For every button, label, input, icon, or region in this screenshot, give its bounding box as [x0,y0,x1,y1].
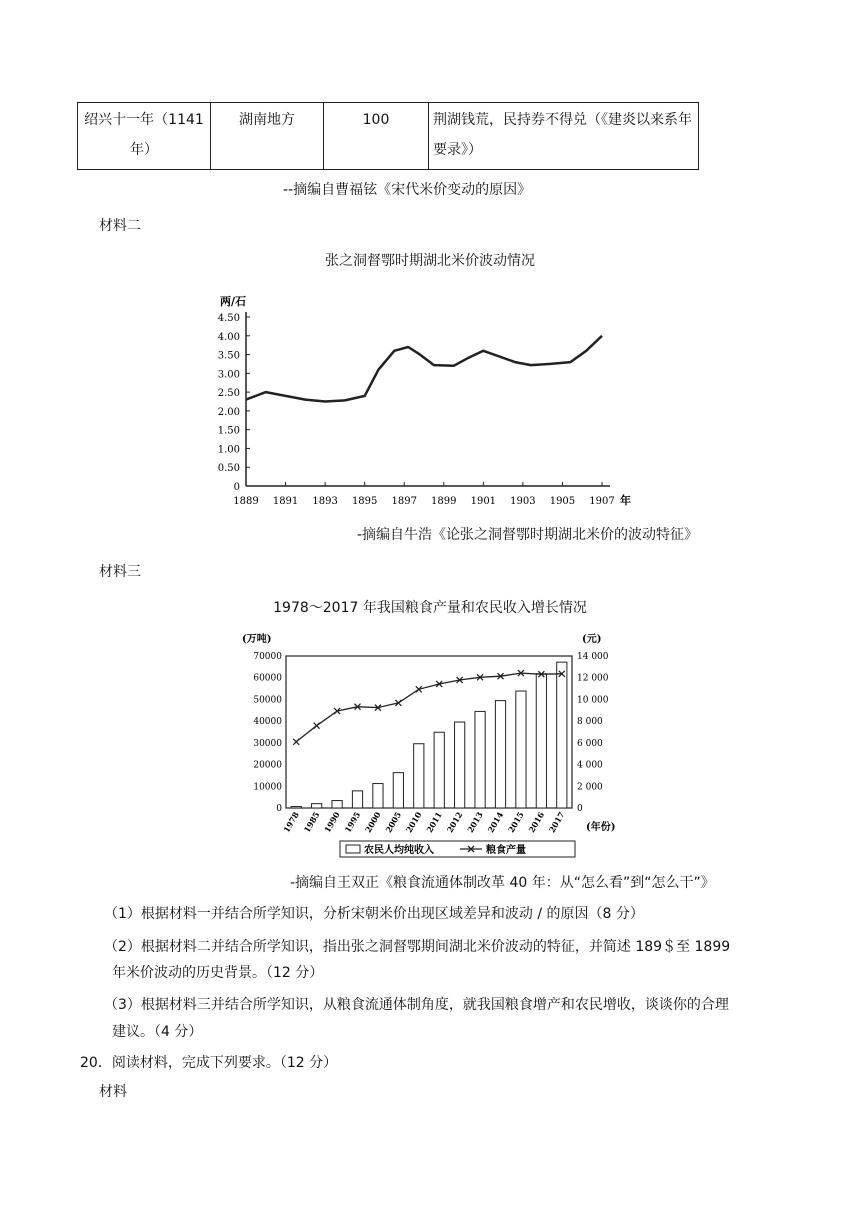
right-tick-label: 4 000 [577,760,603,771]
table-row [78,103,699,170]
income-bar [332,801,342,808]
x-tick-label: 2014 [485,810,506,835]
x-tick-label: 2000 [362,810,383,835]
right-tick-label: 12 000 [577,673,609,684]
question-1: （1）根据材料一并结合所学知识，分析宋朝米价出现区域差异和波动 / 的原因（8 分） [104,906,644,922]
rice-price-series-line [246,336,602,402]
material-2-label: 材料二 [99,218,141,234]
right-tick-label: 14 000 [577,652,609,662]
plot-frame [286,656,572,808]
grain-income-bar-chart [240,630,630,865]
x-tick-label: 1907 [589,496,615,507]
x-tick-label: 2013 [465,810,485,835]
y-tick-label: 2.50 [217,388,240,400]
x-tick-label: 2010 [403,810,424,835]
income-bar [414,744,424,808]
x-tick-label: 2005 [383,810,404,835]
left-tick-label: 0 [276,804,282,814]
legend-income-label: 农民人均纯收入 [364,845,434,856]
x-axis-label: (年份) [586,822,616,833]
question-3-line-1: （3）根据材料三并结合所学知识，从粮食流通体制角度，就我国粮食增产和农民增收，谈谈你的合理 [104,997,729,1013]
x-tick-label: 1995 [342,810,363,835]
x-tick-label: 2011 [424,810,444,835]
x-tick-label: 1978 [281,810,301,835]
source-citation-3: -摘编自王双正《粮食流通体制改革 40 年：从“怎么看”到“怎么干”》 [290,875,715,891]
income-bar [373,784,383,808]
left-tick-label: 50000 [253,695,282,706]
y-tick-label: 0.50 [217,463,240,475]
rice-price-line-chart [210,290,650,515]
legend-grain-label: 粮食产量 [486,845,526,856]
x-tick-label: 1891 [272,496,299,507]
x-tick-label: 1990 [322,810,342,835]
income-bar [291,807,301,808]
left-axis-unit: (万吨) [242,634,272,645]
question-20: 20．阅读材料，完成下列要求。（12 分） [80,1055,338,1071]
y-axis-label: 两/石 [220,295,247,308]
y-tick-label: 0 [233,482,240,493]
left-tick-label: 10000 [253,782,282,793]
x-tick-label: 1893 [312,496,338,507]
right-tick-label: 8 000 [577,717,603,728]
income-bar [434,732,444,808]
right-axis-unit: (元) [582,634,602,645]
y-tick-label: 4.50 [217,313,240,324]
y-tick-label: 3.00 [217,369,240,381]
right-tick-label: 0 [577,804,583,814]
income-bar [475,711,485,808]
y-tick-label: 1.00 [217,444,240,456]
note-cell: 荆湖钱荒，民持券不得兑（《建炎以来系年要录》） [429,103,699,170]
left-tick-label: 40000 [253,717,282,728]
x-axis-label: 年 [620,494,631,507]
left-tick-label: 30000 [253,738,282,749]
price-cell: 100 [324,103,429,170]
x-tick-label: 2017 [546,810,567,835]
income-bar [312,804,322,808]
source-citation-1: --摘编自曹福铉《宋代米价变动的原因》 [283,182,532,198]
left-tick-label: 70000 [253,652,282,662]
price-table [77,102,699,170]
right-tick-label: 10 000 [577,695,609,706]
x-tick-label: 1895 [351,496,378,507]
income-bar [455,722,465,808]
material-label: 材料 [99,1084,127,1100]
y-tick-label: 2.00 [217,406,240,418]
x-tick-label: 1901 [470,496,497,507]
right-tick-label: 2 000 [577,782,603,793]
x-tick-label: 1899 [431,496,457,507]
chart2-title: 1978～2017 年我国粮食产量和农民收入增长情况 [273,600,587,616]
x-tick-label: 1905 [549,496,576,507]
material-3-label: 材料三 [99,564,141,580]
x-tick-label: 1897 [391,496,417,507]
question-2-line-1: （2）根据材料二并结合所学知识，指出张之洞督鄂期间湖北米价波动的特征，并简述 189＄至 1899 [104,939,731,955]
right-tick-label: 6 000 [577,738,603,749]
y-tick-label: 3.50 [217,350,240,362]
source-citation-2: -摘编自牛浩《论张之洞督鄂时期湖北米价的波动特征》 [357,527,699,543]
income-bar [495,701,505,808]
chart1-title: 张之洞督鄂时期湖北米价波动情况 [325,253,535,269]
y-tick-label: 1.50 [217,425,240,437]
legend-income-swatch [346,845,360,853]
question-3-line-2: 建议。（4 分） [112,1024,203,1040]
x-tick-label: 1903 [510,496,536,507]
income-bar [393,773,403,808]
grain-output-point [293,739,299,745]
x-tick-label: 1889 [233,496,259,507]
x-tick-label: 2012 [444,810,465,835]
x-tick-label: 2015 [505,810,526,835]
left-tick-label: 20000 [253,760,282,771]
question-2-line-2: 年米价波动的历史背景。（12 分） [112,965,324,981]
income-bar [557,662,567,808]
income-bar [536,674,546,808]
left-tick-label: 60000 [253,673,282,684]
region-cell: 湖南地方 [211,103,324,170]
year-cell: 绍兴十一年（1141年） [78,103,211,170]
grain-output-point [314,723,320,729]
income-bar [352,791,362,808]
x-tick-label: 2016 [526,810,547,835]
income-bar [516,691,526,808]
x-tick-label: 1985 [301,810,322,835]
y-tick-label: 4.00 [217,331,240,343]
